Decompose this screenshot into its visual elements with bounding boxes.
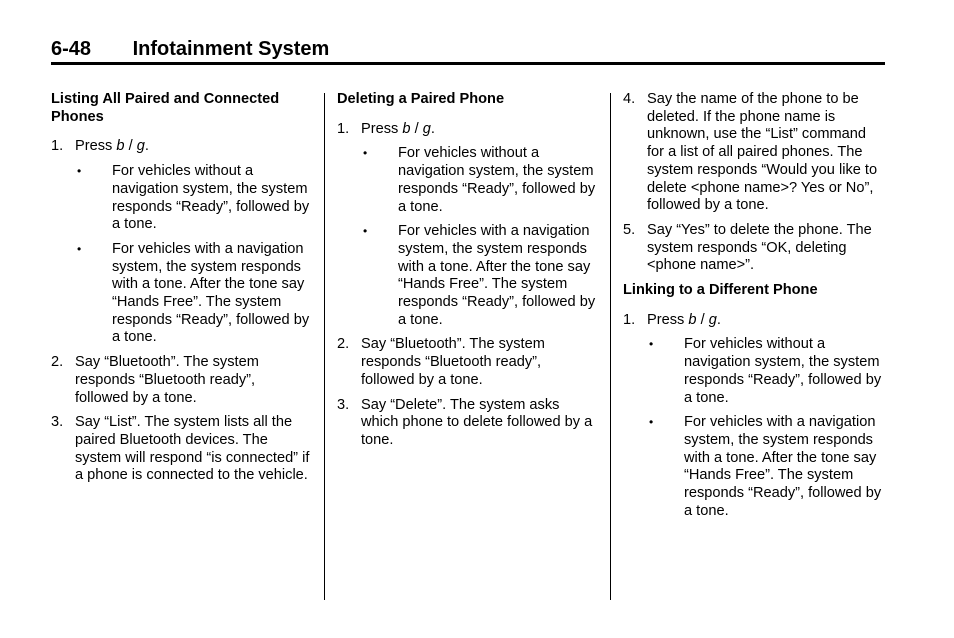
list-item: • For vehicles without a navigation system, the system responds “Ready”, followed by a tone.	[77, 163, 310, 233]
step-5: 5. Say “Yes” to delete the phone. The system responds “OK, deleting <phone name>”.	[623, 221, 872, 274]
bullet-icon: •	[363, 224, 368, 239]
list-item: • For vehicles without a navigation system, the system responds “Ready”, followed by a tone.	[363, 145, 596, 215]
bullet-icon: •	[363, 146, 368, 161]
voice-icon: g	[136, 138, 145, 155]
step-4: 4. Say the name of the phone to be deleted. If the phone name is unknown, use the “List” command for a list of all paired phones. The system responds “Would you like to delete <phone name>? Yes or No”, followed by a tone.	[623, 91, 878, 214]
bullet-icon: •	[649, 337, 654, 352]
section-heading: Listing All Paired and Connected Phones	[51, 91, 280, 125]
step-3: 3. Say “List”. The system lists all the paired Bluetooth devices. The system will respond “is connected” if a phone is connected to the vehicle.	[51, 414, 310, 484]
column-3	[623, 91, 885, 527]
list-item: • For vehicles with a navigation system, the system responds with a tone. After the tone say “Hands Free”. The system responds “Ready”, followed by a tone.	[363, 223, 596, 328]
section-title: Infotainment System	[132, 38, 330, 60]
column-divider	[324, 93, 325, 600]
voice-icon: g	[708, 311, 717, 328]
column-1	[51, 91, 311, 492]
phone-icon: b	[402, 120, 411, 137]
voice-icon: g	[422, 120, 431, 137]
list-item: • For vehicles with a navigation system, the system responds with a tone. After the tone say “Hands Free”. The system responds “Ready”, followed by a tone.	[649, 414, 882, 519]
step-1: 1. Press b / g.	[337, 120, 435, 137]
list-item: • For vehicles with a navigation system, the system responds with a tone. After the tone say “Hands Free”. The system responds “Ready”, followed by a tone.	[77, 240, 310, 346]
step-1: 1. Press b / g.	[51, 138, 149, 155]
phone-icon: b	[688, 311, 697, 328]
bullet-icon: •	[77, 241, 82, 256]
column-2	[337, 91, 597, 457]
page-header	[51, 38, 329, 61]
step-2: 2. Say “Bluetooth”. The system responds “Bluetooth ready”, followed by a tone.	[51, 354, 259, 406]
section-heading: Linking to a Different Phone	[623, 282, 818, 299]
column-divider	[610, 93, 611, 600]
section-heading: Deleting a Paired Phone	[337, 91, 505, 107]
step-2: 2. Say “Bluetooth”. The system responds “Bluetooth ready”, followed by a tone.	[337, 336, 545, 388]
step-3: 3. Say “Delete”. The system asks which phone to delete followed by a tone.	[337, 396, 593, 448]
bullet-icon: •	[649, 415, 654, 430]
list-item: • For vehicles without a navigation system, the system responds “Ready”, followed by a tone.	[649, 336, 882, 406]
step-1: 1. Press b / g.	[623, 311, 721, 328]
page-number: 6-48	[51, 38, 92, 60]
phone-icon: b	[116, 138, 125, 155]
header-rule	[51, 62, 885, 65]
bullet-icon: •	[77, 164, 82, 179]
